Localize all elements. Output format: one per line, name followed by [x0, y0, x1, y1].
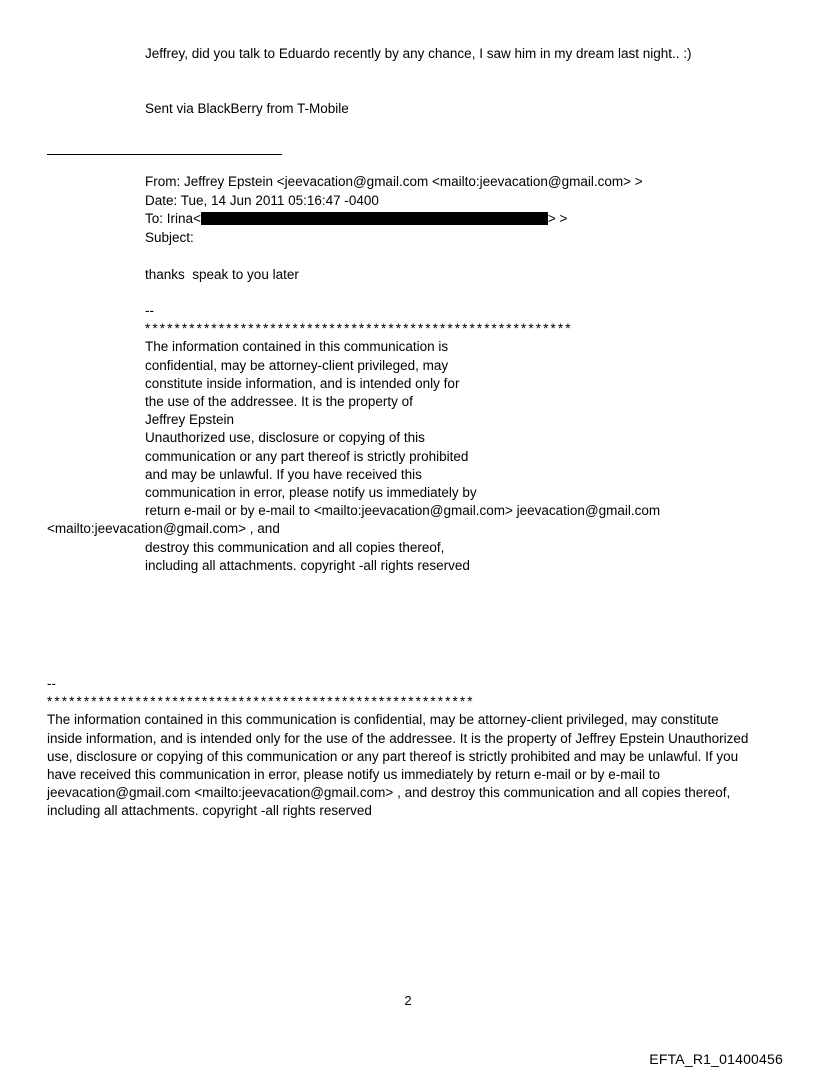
disclaimer-line: The information contained in this communication is — [145, 339, 449, 355]
disclaimer-line: including all attachments. copyright -all rights reserved — [47, 803, 372, 819]
disclaimer-line-outdented: <mailto:jeevacation@gmail.com> , and — [47, 521, 280, 537]
email-header-date: Date: Tue, 14 Jun 2011 05:16:47 -0400 — [145, 192, 379, 208]
asterisk-divider: ********************************************************** — [47, 694, 475, 710]
email-header-block — [145, 173, 777, 247]
disclaimer-line: constitute inside information, and is intended only for — [145, 375, 460, 391]
disclaimer-line: destroy this communication and all copies thereof, — [145, 539, 445, 555]
disclaimer-line: use, disclosure or copying of this communication or any part thereof is strictly prohibited and may be unlawful. If you — [47, 748, 739, 764]
email-header-subject: Subject: — [145, 229, 194, 245]
thread-separator-line — [47, 154, 282, 173]
signature-delimiter: -- — [47, 676, 56, 691]
bates-number: EFTA_R1_01400456 — [649, 1051, 783, 1067]
disclaimer-line: Jeffrey Epstein — [145, 412, 235, 428]
redaction-bar — [201, 212, 548, 225]
email-header-from: From: Jeffrey Epstein <jeevacation@gmail.com <mailto:jeevacation@gmail.com> > — [145, 174, 643, 190]
quoted-disclaimer-block — [47, 338, 777, 575]
disclaimer-line: have received this communication in error, please notify us immediately by return e-mail or by e-mail to — [47, 767, 661, 783]
mobile-signature: Sent via BlackBerry from T-Mobile — [145, 100, 349, 116]
email-header-to-suffix: > > — [547, 211, 568, 227]
reply-text: thanks speak to you later — [145, 266, 299, 282]
disclaimer-line: The information contained in this communication is confidential, may be attorney-client privileged, may constitute — [47, 712, 719, 728]
asterisk-divider: ********************************************************** — [145, 321, 573, 337]
outer-disclaimer-block — [47, 675, 777, 821]
disclaimer-line: and may be unlawful. If you have received this — [145, 466, 422, 482]
disclaimer-line: return e-mail or by e-mail to <mailto:jeevacation@gmail.com> jeevacation@gmail.com — [145, 503, 661, 519]
disclaimer-line: the use of the addressee. It is the property of — [145, 393, 413, 409]
email-message-line: Jeffrey, did you talk to Eduardo recently by any chance, I saw him in my dream last night.. :) — [145, 46, 692, 61]
disclaimer-line: communication in error, please notify us immediately by — [145, 484, 477, 500]
email-header-to-prefix: To: Irina< — [145, 211, 201, 227]
disclaimer-line: inside information, and is intended only for the use of the addressee. It is the property of Jeffrey Epstein Unauthorized — [47, 730, 749, 746]
page-number: 2 — [404, 993, 412, 1008]
email-header-to — [145, 210, 777, 229]
email-content — [47, 45, 777, 821]
disclaimer-line: communication or any part thereof is strictly prohibited — [145, 448, 469, 464]
disclaimer-line: confidential, may be attorney-client privileged, may — [145, 357, 449, 373]
signature-delimiter: -- — [145, 302, 154, 318]
disclaimer-line: Unauthorized use, disclosure or copying of this — [145, 430, 425, 446]
disclaimer-line: including all attachments. copyright -all rights reserved — [145, 557, 470, 573]
disclaimer-line: jeevacation@gmail.com <mailto:jeevacation@gmail.com> , and destroy this communication and all copies thereof, — [47, 785, 731, 801]
